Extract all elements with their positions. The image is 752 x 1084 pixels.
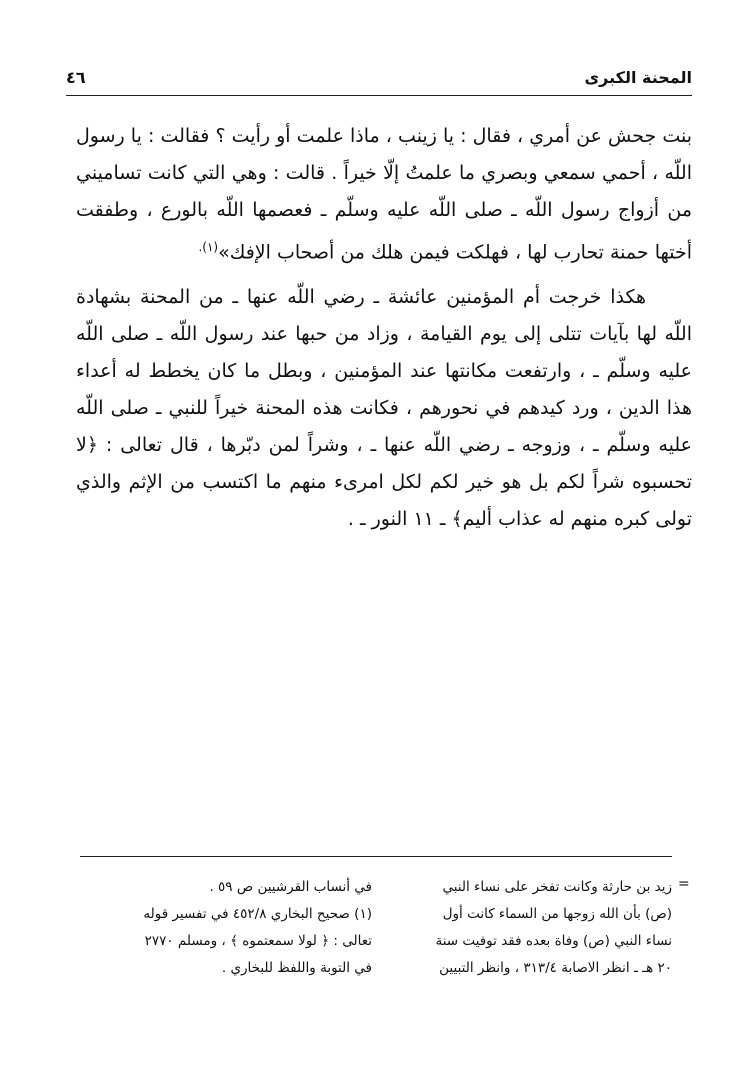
paragraph-1-text: بنت جحش عن أمري ، فقال : يا زينب ، ماذا علمت أو رأيت ؟ فقالت : يا رسول اللّه ، أحمي سمعي وبصري ما علمتُ إلّا خيراً . قالت : وهي التي كانت تساميني من أزواج رسول اللّه ـ صلى اللّه عليه وسلّم ـ فعصمها اللّه بالورع ، وطفقت أختها حمنة تحارب لها ، فهلكت فيمن هلك من أصحاب الإفك»	[76, 125, 692, 264]
footnote-column-left	[82, 874, 372, 982]
footnote-line: ٢٠ هـ ـ انظر الاصابة ٣١٣/٤ ، وانظر التبيين	[439, 960, 672, 976]
footnote-continuation-mark: =	[678, 876, 690, 892]
main-text	[76, 118, 692, 546]
footnote-line: في التوبة واللفظ للبخاري .	[221, 960, 372, 976]
footnote-line: في أنساب القرشيين ص ٥٩ .	[209, 879, 372, 895]
paragraph-2: هكذا خرجت أم المؤمنين عائشة ـ رضي اللّه عنها ـ من المحنة بشهادة اللّه لها بآيات تتلى إلى يوم القيامة ، وزاد من حبها عند رسول اللّه ـ صلى اللّه عليه وسلّم ـ ، وارتفعت مكانتها عند المؤمنين ، وبطل ما كان يخطط له أعداء هذا الدين ، ورد كيدهم في نحورهم ، فكانت هذه المحنة خيراً للنبي ـ صلى اللّه عليه وسلّم ـ ، وزوجه ـ رضي اللّه عنها ـ ، وشراً لمن دبّرها ، قال تعالى : ﴿لا تحسبوه شراً لكم بل هو خير لكم لكل امرىء منهم ما اكتسب من الإثم والذي تولى كبره منهم له عذاب أليم﴾ ـ ١١ النور ـ .	[76, 286, 692, 531]
footnote-line: نساء النبي (ص) وفاة بعده فقد توفيت سنة	[435, 933, 672, 949]
footnote-rule	[80, 856, 672, 857]
paragraph-1	[76, 118, 692, 271]
header-title: المحنة الكبرى	[584, 68, 692, 87]
footnote-line: زيد بن حارثة وكانت تفخر على نساء النبي	[442, 879, 672, 895]
footnote-line: (١) صحيح البخاري ٤٥٢/٨ في تفسير قوله	[143, 906, 372, 922]
footnote-column-right	[392, 874, 672, 982]
header-rule	[66, 95, 692, 96]
page-number: ٤٦	[66, 68, 86, 87]
footnote-line: (ص) بأن الله زوجها من السماء كانت أول	[442, 906, 672, 922]
running-header	[66, 66, 692, 94]
footnote-reference: (١).	[198, 240, 219, 254]
footnote-line: تعالى : ﴿ لولا سمعتموه ﴾ ، ومسلم ٢٧٧٠	[144, 933, 372, 949]
